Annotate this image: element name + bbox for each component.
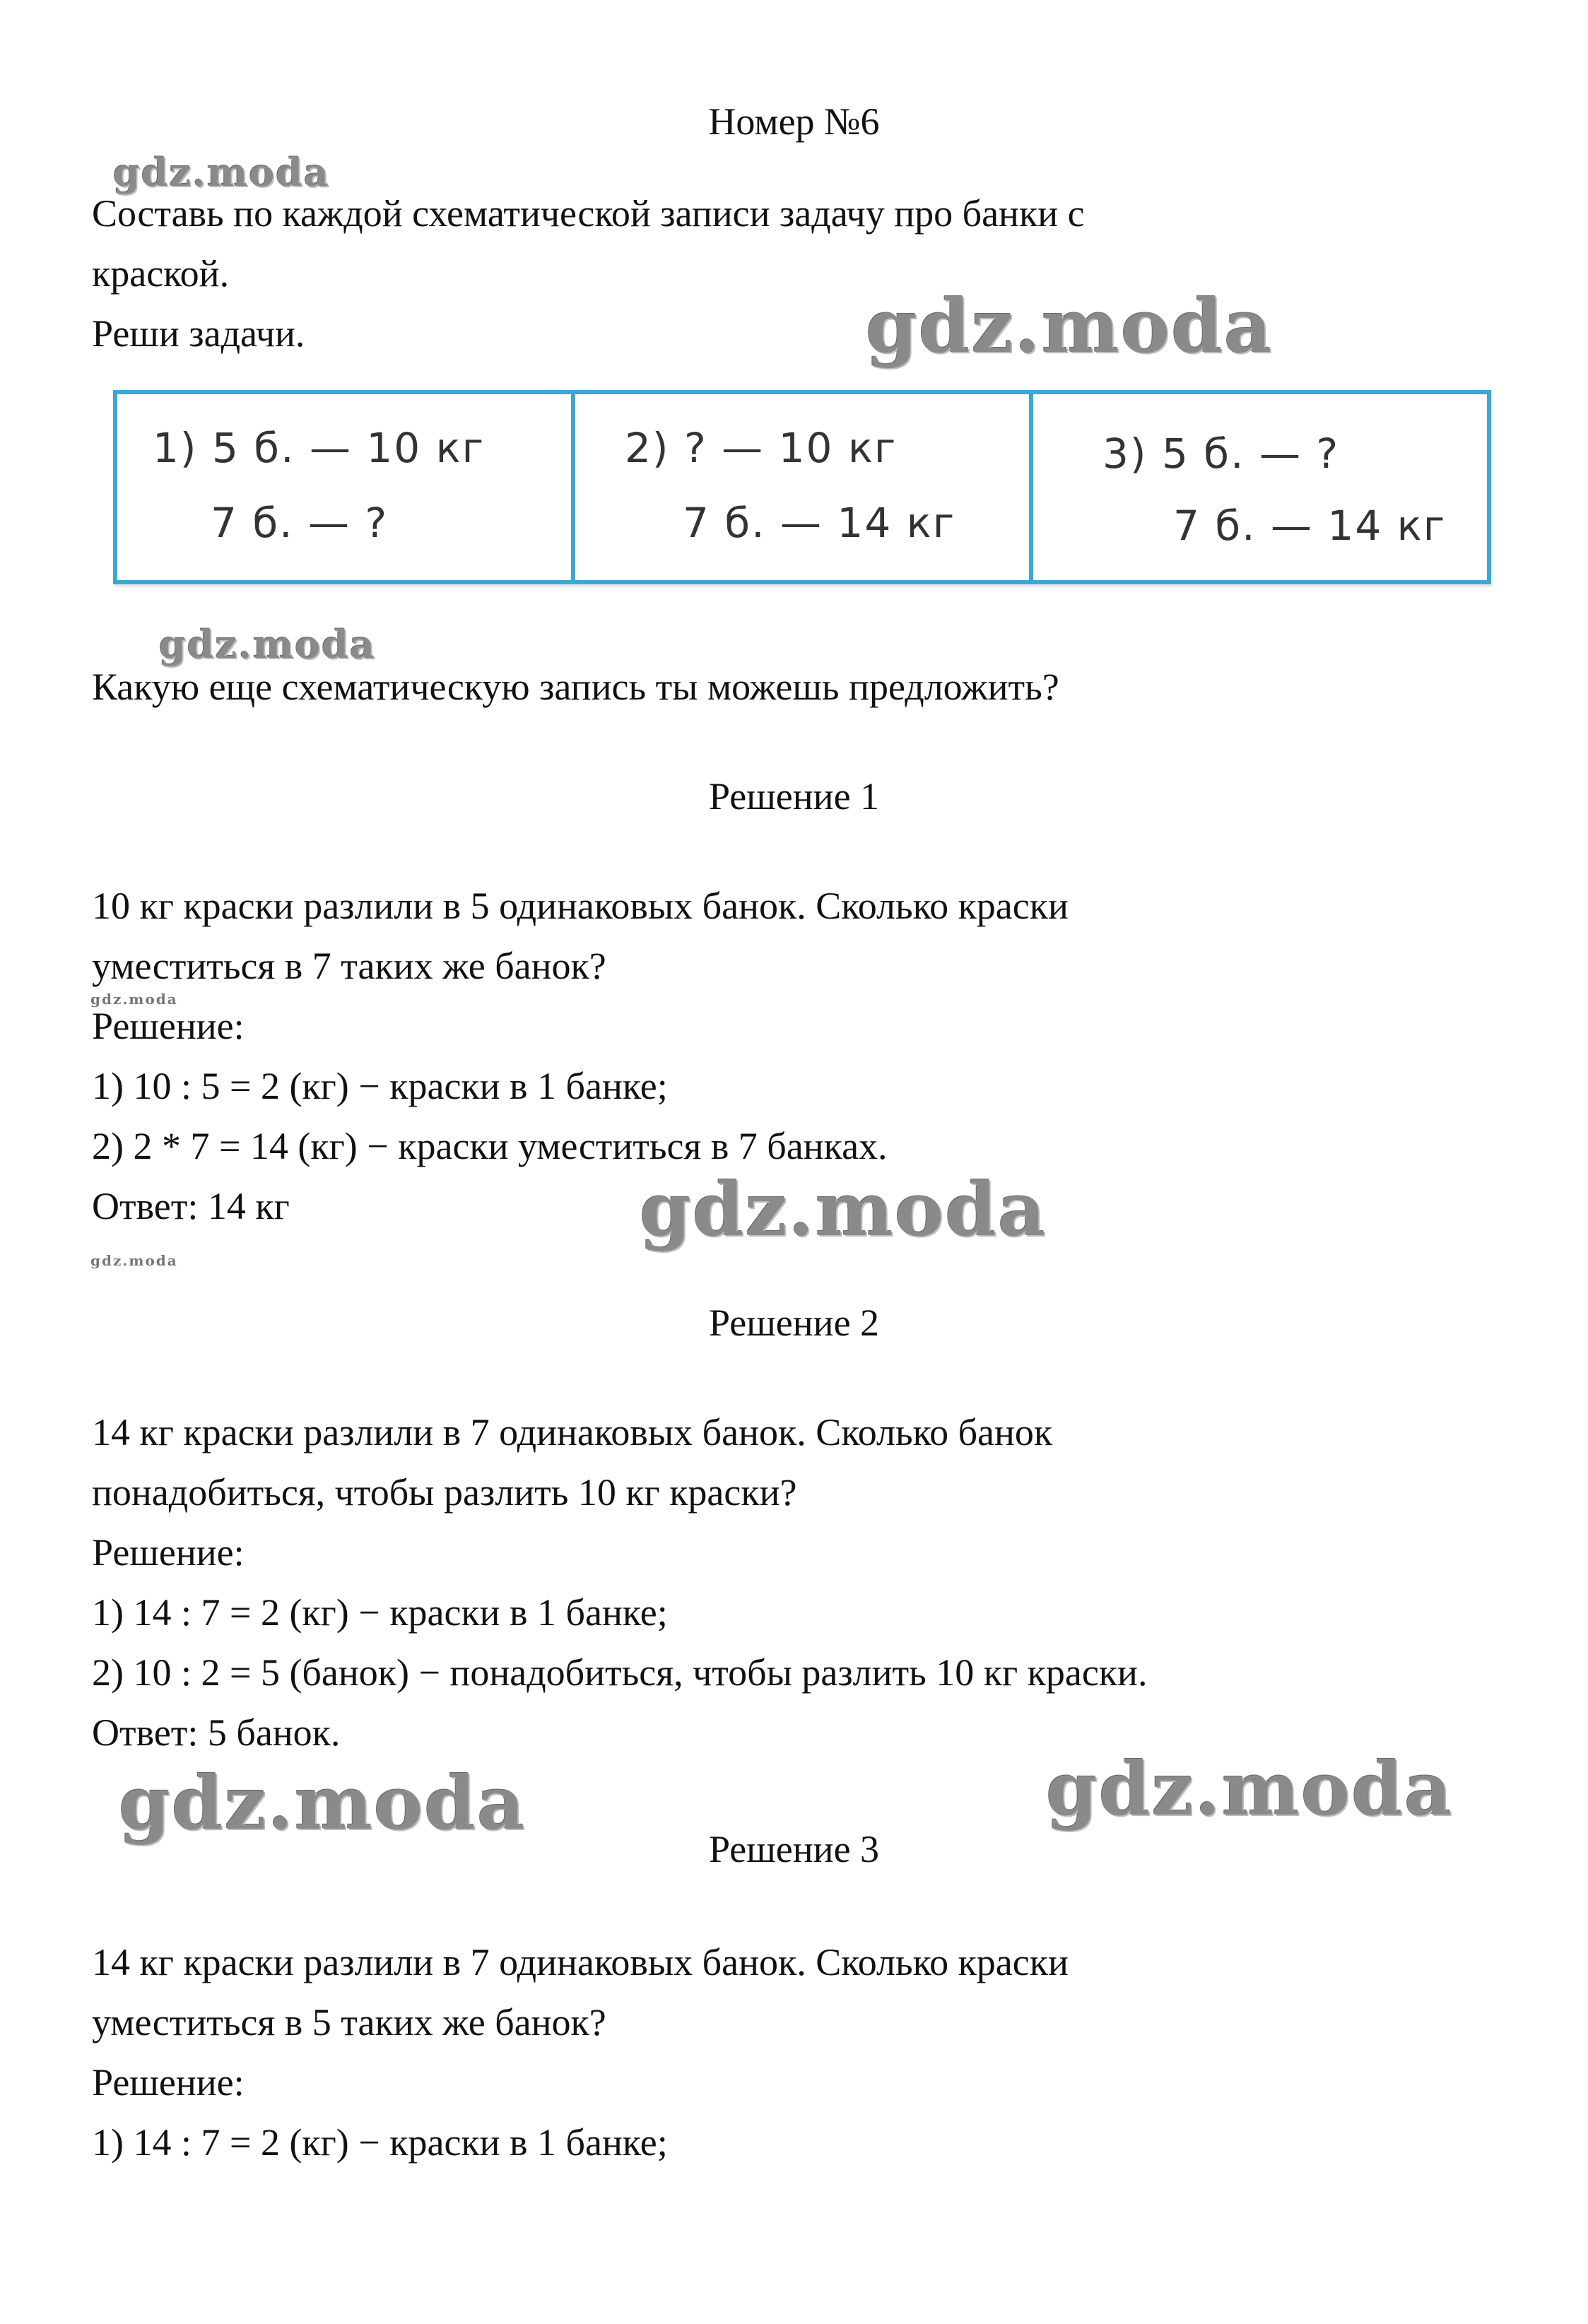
intro-line-1: Составь по каждой схематической записи задачу про банки с (92, 192, 1085, 235)
solution-3-step-1: 1) 14 : 7 = 2 (кг) − краски в 1 банке; (92, 2121, 668, 2164)
solution-2-label: Решение: (92, 1531, 245, 1574)
solution-2-answer: Ответ: 5 банок. (92, 1711, 341, 1754)
scheme-cell-2 (571, 394, 1029, 580)
watermark: gdz.moda (90, 991, 178, 1008)
solution-1-answer: Ответ: 14 кг (92, 1185, 290, 1227)
intro-line-3: Реши задачи. (92, 312, 305, 355)
watermark: gdz.moda (1046, 1745, 1454, 1832)
solution-2-step-1: 1) 14 : 7 = 2 (кг) − краски в 1 банке; (92, 1591, 668, 1634)
scheme-2-line-1: 2) ? — 10 кг (625, 424, 898, 472)
scheme-cell-3 (1029, 394, 1487, 580)
scheme-1-line-1: 1) 5 б. — 10 кг (153, 424, 486, 472)
intro-line-2: краской. (92, 252, 230, 295)
watermark: gdz.moda (866, 283, 1274, 370)
watermark: gdz.moda (113, 150, 330, 195)
scheme-3-line-2: 7 б. — 14 кг (1173, 502, 1447, 550)
solution-2-heading: Решение 2 (708, 1302, 880, 1344)
solution-3-label: Решение: (92, 2061, 245, 2104)
watermark: gdz.moda (90, 1252, 178, 1269)
scheme-cell-1 (117, 394, 571, 580)
watermark: gdz.moda (640, 1166, 1047, 1253)
solution-1-step-1: 1) 10 : 5 = 2 (кг) − краски в 1 банке; (92, 1065, 668, 1107)
scheme-3-line-1: 3) 5 б. — ? (1102, 430, 1340, 478)
page-title: Номер №6 (708, 100, 880, 143)
solution-1-heading: Решение 1 (708, 775, 880, 818)
solution-2-step-2: 2) 10 : 2 = 5 (банок) − понадобиться, чтобы разлить 10 кг краски. (92, 1651, 1148, 1694)
scheme-2-line-2: 7 б. — 14 кг (683, 499, 956, 547)
watermark: gdz.moda (159, 622, 376, 667)
scheme-table (113, 390, 1491, 584)
solution-1-text-1: 10 кг краски разлили в 5 одинаковых банок. Сколько краски (92, 885, 1069, 927)
question-text: Какую еще схематическую запись ты можешь предложить? (92, 666, 1059, 708)
solution-1-label: Решение: (92, 1005, 245, 1047)
solution-3-text-1: 14 кг краски разлили в 7 одинаковых банок. Сколько краски (92, 1941, 1069, 1983)
solution-3-text-2: уместиться в 5 таких же банок? (92, 2001, 606, 2043)
solution-1-text-2: уместиться в 7 таких же банок? (92, 945, 606, 987)
solution-3-heading: Решение 3 (708, 1828, 880, 1870)
solution-2-text-2: понадобиться, чтобы разлить 10 кг краски? (92, 1471, 797, 1514)
scheme-1-line-2: 7 б. — ? (211, 499, 389, 547)
solution-2-text-1: 14 кг краски разлили в 7 одинаковых банок. Сколько банок (92, 1411, 1053, 1453)
watermark: gdz.moda (119, 1759, 527, 1846)
solution-1-step-2: 2) 2 * 7 = 14 (кг) − краски уместиться в 7 банках. (92, 1125, 888, 1167)
